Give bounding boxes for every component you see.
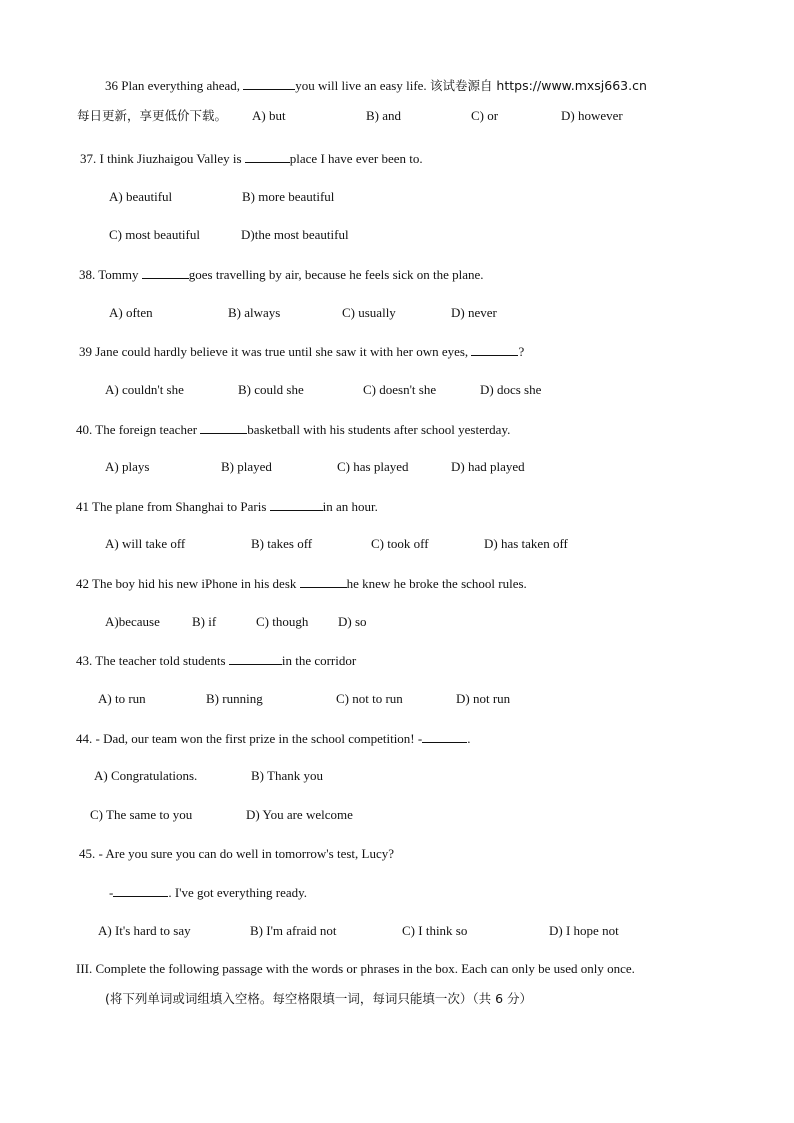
q37-option-d[interactable]: D)the most beautiful bbox=[241, 227, 349, 242]
q40-blank[interactable] bbox=[200, 421, 247, 434]
q40-option-d[interactable]: D) had played bbox=[451, 459, 525, 474]
q37-blank[interactable] bbox=[245, 150, 290, 163]
section3-instruction: (将下列单词或词组填入空格。每空格限填一词，每词只能填一次）（共 6 分） bbox=[105, 991, 533, 1006]
q36-blank[interactable] bbox=[243, 77, 295, 90]
q37-option-a[interactable]: A) beautiful bbox=[109, 189, 173, 204]
q45-blank[interactable] bbox=[113, 884, 168, 897]
q45-option-a[interactable]: A) It's hard to say bbox=[98, 923, 191, 938]
q40-option-b[interactable]: B) played bbox=[221, 459, 272, 474]
q43-stem bbox=[76, 652, 356, 669]
section3-heading: III. Complete the following passage with the words or phrases in the box. Each can only be used only once. bbox=[76, 961, 635, 976]
q45-option-c[interactable]: C) I think so bbox=[402, 923, 468, 938]
q39-stem-post: ? bbox=[518, 344, 525, 359]
q44-option-d[interactable]: D) You are welcome bbox=[246, 807, 353, 822]
q40-stem-pre: 40. The foreign teacher bbox=[76, 422, 201, 437]
q41-option-a[interactable]: A) will take off bbox=[105, 536, 186, 551]
q39-stem-pre: 39 Jane could hardly believe it was true until she saw it with her own eyes, bbox=[79, 344, 472, 359]
q40-option-c[interactable]: C) has played bbox=[337, 459, 409, 474]
q44-blank[interactable] bbox=[422, 730, 467, 743]
q41-stem-post: in an hour. bbox=[322, 499, 378, 514]
q37-option-b[interactable]: B) more beautiful bbox=[242, 189, 335, 204]
q42-option-a[interactable]: A)because bbox=[105, 614, 160, 629]
q41-stem bbox=[76, 498, 378, 515]
q45-response-post: . I've got everything ready. bbox=[168, 885, 308, 900]
q42-blank[interactable] bbox=[300, 575, 347, 588]
q37-option-c[interactable]: C) most beautiful bbox=[109, 227, 200, 242]
q36-option-c[interactable]: C) or bbox=[471, 108, 499, 123]
q36-stem bbox=[105, 77, 647, 94]
q45-option-b[interactable]: B) I'm afraid not bbox=[250, 923, 337, 938]
q36-stem-pre: 36 Plan everything ahead, bbox=[105, 78, 244, 93]
q36-option-a[interactable]: A) but bbox=[252, 108, 286, 123]
q44-stem bbox=[76, 730, 470, 747]
q43-stem-pre: 43. The teacher told students bbox=[76, 653, 229, 668]
q42-stem bbox=[76, 575, 527, 592]
q38-option-b[interactable]: B) always bbox=[228, 305, 281, 320]
q36-option-d[interactable]: D) however bbox=[561, 108, 623, 123]
q43-option-d[interactable]: D) not run bbox=[456, 691, 511, 706]
q37-stem bbox=[80, 150, 423, 167]
q36-option-b[interactable]: B) and bbox=[366, 108, 402, 123]
q45-response-pre: - bbox=[109, 885, 114, 900]
q38-stem-post: goes travelling by air, because he feels sick on the plane. bbox=[188, 267, 484, 282]
q40-stem-post: basketball with his students after school yesterday. bbox=[247, 422, 511, 437]
q45-stem: 45. - Are you sure you can do well in tomorrow's test, Lucy? bbox=[79, 846, 394, 861]
q44-option-c[interactable]: C) The same to you bbox=[90, 807, 193, 822]
q43-blank[interactable] bbox=[229, 652, 282, 665]
q37-stem-pre: 37. I think Jiuzhaigou Valley is bbox=[80, 151, 245, 166]
q45-option-d[interactable]: D) I hope not bbox=[549, 923, 619, 938]
q43-option-a[interactable]: A) to run bbox=[98, 691, 146, 706]
q44-stem-post: . bbox=[467, 731, 471, 746]
q38-option-d[interactable]: D) never bbox=[451, 305, 497, 320]
q41-option-b[interactable]: B) takes off bbox=[251, 536, 313, 551]
q42-stem-post: he knew he broke the school rules. bbox=[346, 576, 527, 591]
q41-option-c[interactable]: C) took off bbox=[371, 536, 429, 551]
q43-option-b[interactable]: B) running bbox=[206, 691, 263, 706]
q42-option-c[interactable]: C) though bbox=[256, 614, 309, 629]
q38-option-c[interactable]: C) usually bbox=[342, 305, 396, 320]
q39-option-d[interactable]: D) docs she bbox=[480, 382, 542, 397]
q41-option-d[interactable]: D) has taken off bbox=[484, 536, 568, 551]
q41-blank[interactable] bbox=[270, 498, 323, 511]
q40-option-a[interactable]: A) plays bbox=[105, 459, 150, 474]
q44-stem-pre: 44. - Dad, our team won the first prize in the school competition! - bbox=[76, 731, 423, 746]
q44-option-b[interactable]: B) Thank you bbox=[251, 768, 323, 783]
q43-option-c[interactable]: C) not to run bbox=[336, 691, 403, 706]
q44-option-a[interactable]: A) Congratulations. bbox=[94, 768, 198, 783]
q39-blank[interactable] bbox=[471, 343, 518, 356]
q37-stem-post: place I have ever been to. bbox=[289, 151, 423, 166]
q42-stem-pre: 42 The boy hid his new iPhone in his desk bbox=[76, 576, 300, 591]
q41-stem-pre: 41 The plane from Shanghai to Paris bbox=[76, 499, 270, 514]
q45-response bbox=[109, 884, 307, 901]
q38-stem bbox=[79, 266, 484, 283]
q38-option-a[interactable]: A) often bbox=[109, 305, 153, 320]
q36-stem-post: you will live an easy life. bbox=[295, 78, 430, 93]
q38-stem-pre: 38. Tommy bbox=[79, 267, 142, 282]
q39-option-a[interactable]: A) couldn't she bbox=[105, 382, 184, 397]
q42-option-b[interactable]: B) if bbox=[192, 614, 217, 629]
source-watermark: 该试卷源自 https://www.mxsj663.cn bbox=[429, 78, 647, 93]
q43-stem-post: in the corridor bbox=[281, 653, 357, 668]
q36-cn-note: 每日更新，享更低价下载。 bbox=[77, 108, 228, 123]
q39-option-b[interactable]: B) could she bbox=[238, 382, 304, 397]
q39-option-c[interactable]: C) doesn't she bbox=[363, 382, 437, 397]
q40-stem bbox=[76, 421, 510, 438]
q42-option-d[interactable]: D) so bbox=[338, 614, 367, 629]
q38-blank[interactable] bbox=[142, 266, 189, 279]
q39-stem bbox=[79, 343, 524, 360]
